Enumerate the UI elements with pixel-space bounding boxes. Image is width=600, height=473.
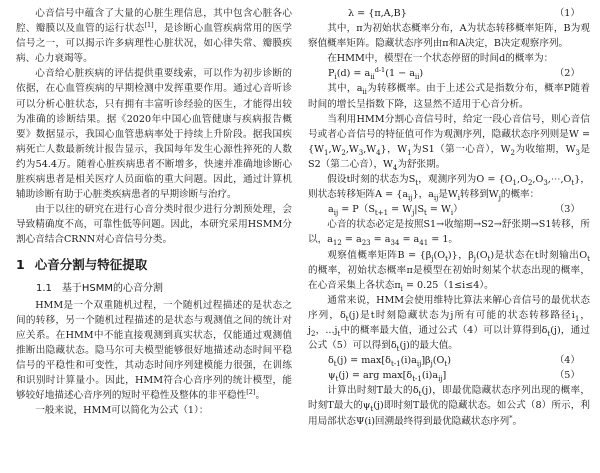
section-number: 1 xyxy=(16,256,25,272)
equation-number: （4） xyxy=(554,355,580,367)
equation-number: （2） xyxy=(554,68,580,80)
text: HMM是一个双重随机过程，一个随机过程描述的是状态之间的转移，另一个随机过程描述的是状态与观测值之间的统计对应关系。在HMM中不能直接观测到真实状态，仅能通过观测值推断出隐藏状态。隐马尔可夫模型能够很好地描述动态时间平稳信号的平稳性和可变性，其动态时间序列建模能力很强，在训练和识别时计算量小。因此，HMM符合心音序列的统计模型，能够较好地描述心音序列的短时平稳性及整体的非平稳性 xyxy=(16,299,292,402)
citation: [2] xyxy=(246,387,256,396)
paragraph-params: 其中，π为初始状态概率分布，A为状态转移概率矩阵，B为观察值概率矩阵。隐藏状态序列由π和A决定，B决定观察序列。 xyxy=(308,23,590,50)
equation-number: （3） xyxy=(554,204,580,216)
paragraph-viterbi: 通常来说，HMM会使用维特比算法来解心音信号的最优状态序列，$\delta_t(j)$是t时刻隐藏状态为j所有可能的状态转移路径$i_1$，$j_2$，$...j_t$中的概率最大值，通过公式（4）可以计算得到$\delta_t(j)$，通过公式（5）可以得到$\delta_t(j)$的最大值。 xyxy=(308,294,591,353)
paragraph-duration: 在HMM中，模型在一个状态停留的时间d的概率为： xyxy=(327,53,554,65)
paragraph-states: 当利用HMM分割心音信号时，给定一段心音信号，则心音信号或者心音信号的特征值可作为观测序列，隐藏状态序列则是$W = \{W_1,W_2,W_3,W_4\}$，$W_1$为S1（第一心音），$W_2$为收缩期，$W_3$是S2（第二心音），$W_4$为舒张期。 xyxy=(308,113,590,172)
subsection-number: 1.1 xyxy=(36,282,52,294)
equation-2 xyxy=(308,66,590,81)
paragraph-emission: 观察值概率矩阵$B = \{\beta_j(O_t)\}$，$\beta_j(O_t)$是状态在t时刻输出$O_t$的概率，初始状态概率π是模型在初始时刻某个状态出现的概率，在心音采集上各状态$\pi_i = 0.25(1\le i\le 4)$。 xyxy=(308,249,590,293)
citation: [1] xyxy=(144,20,154,29)
equation-body: $\psi_t(j)$ = arg $\max[\delta_{t-1}(i)a_{ij}]$ xyxy=(328,370,447,384)
paragraph-intro xyxy=(16,6,292,66)
paragraph-observation: 假设t时刻的状态为$S_t$，观测序列为$O = \{O_1,O_2,O_3,\cdots,O_t\}$，则状态转移矩阵$A = \{a_{ij}\}$，$a_{ij}$是$W_i$转移到$W_j$的概率： xyxy=(308,174,590,203)
paragraph-backtrack: 计算出时刻T最大的$\delta_t(j)$，即最优隐藏状态序列出现的概率，时刻T最大的$\psi_t(j)$即时刻T最优的隐藏状态。如公式（8）所示，利用局部状态Ψ(i)回溯最终得到最优隐藏状态序列*。 xyxy=(308,385,590,427)
equation-1 xyxy=(308,6,590,21)
equation-number: （1） xyxy=(554,8,580,19)
equation-body: $P_i(d) = a_{ii}^{d-1}(1 - a_{ii})$ xyxy=(328,66,424,82)
paragraph-order: 心音的状态必定是按照S1→收缩期→S2→舒张期→S1转移，所以，$a_{12} = a_{23} = a_{34} = a_{41} = 1$。 xyxy=(308,219,590,248)
subsection-heading xyxy=(16,280,292,298)
left-column xyxy=(16,6,292,418)
right-column xyxy=(308,6,590,429)
equation-number: （5） xyxy=(554,370,580,382)
equation-body: λ = {π,A,B} xyxy=(348,8,407,19)
equation-5 xyxy=(308,368,590,383)
equation-4 xyxy=(308,353,590,368)
section-title: 心音分割与特征提取 xyxy=(34,256,148,272)
equation-body: $a_{ij} = P(S_{t+1} = W_j|S_t = W_i)$ xyxy=(328,204,463,218)
section-heading xyxy=(16,252,292,278)
equation-body: $\delta_t(j) = \max[\delta_{t-1}(i)a_{ij}]\beta_j(O_t)$ xyxy=(328,355,451,369)
paragraph-formula-intro: 一般来说，HMM可以简化为公式（1）： xyxy=(35,405,209,417)
text: 心音信号中蕴含了大量的心脏生理信息，其中包含心脏各心腔、瓣膜以及血管的运行状态 xyxy=(16,8,292,35)
subsection-title: 基于HSMM的心音分割 xyxy=(61,282,164,294)
paragraph-hmm xyxy=(16,298,292,404)
text: ，是诊断心血管疾病常用的医学信号之一，可以揭示许多病理性心脏状况，如心律失常、瓣膜疾病、心力衰竭等。 xyxy=(16,23,293,65)
equation-3 xyxy=(308,202,590,217)
paragraph-method: 由于以往的研究在进行心音分类时很少进行分割预处理，会导致精确度不高，可靠性低等问题。因此，本研究采用HSMM分割心音结合CRNN对心音信号分类。 xyxy=(16,204,292,246)
paragraph-transition: 其中，$a_{ii}$为转移概率。由于上述公式是指数分布，概率P随着时间的增长呈指数下降，这显然不适用于心音分析。 xyxy=(308,83,590,110)
paragraph-background: 心音给心脏疾病的评估提供重要线索，可以作为初步诊断的依据，在心血管疾病的早期检测中发挥重要作用。通过心音听诊可以分析心脏状态，只有拥有丰富听诊经验的医生，才能得出较为准确的诊断结果。据《2020年中国心血管健康与疾病报告概要》数据显示，我国心血管患病率处于持续上升阶段。据我国疾病死亡人数最新统计报告显示，我国每年发生心源性猝死的人数约为54.4万。随着心脏疾病患者不断增多，快速并准确地诊断心脏疾病患者是相关医疗人员面临的重大问题。因此，通过计算机辅助诊断有助于心脏类疾病患者的早期诊断与治疗。 xyxy=(16,68,292,201)
text: 。 xyxy=(255,390,266,402)
